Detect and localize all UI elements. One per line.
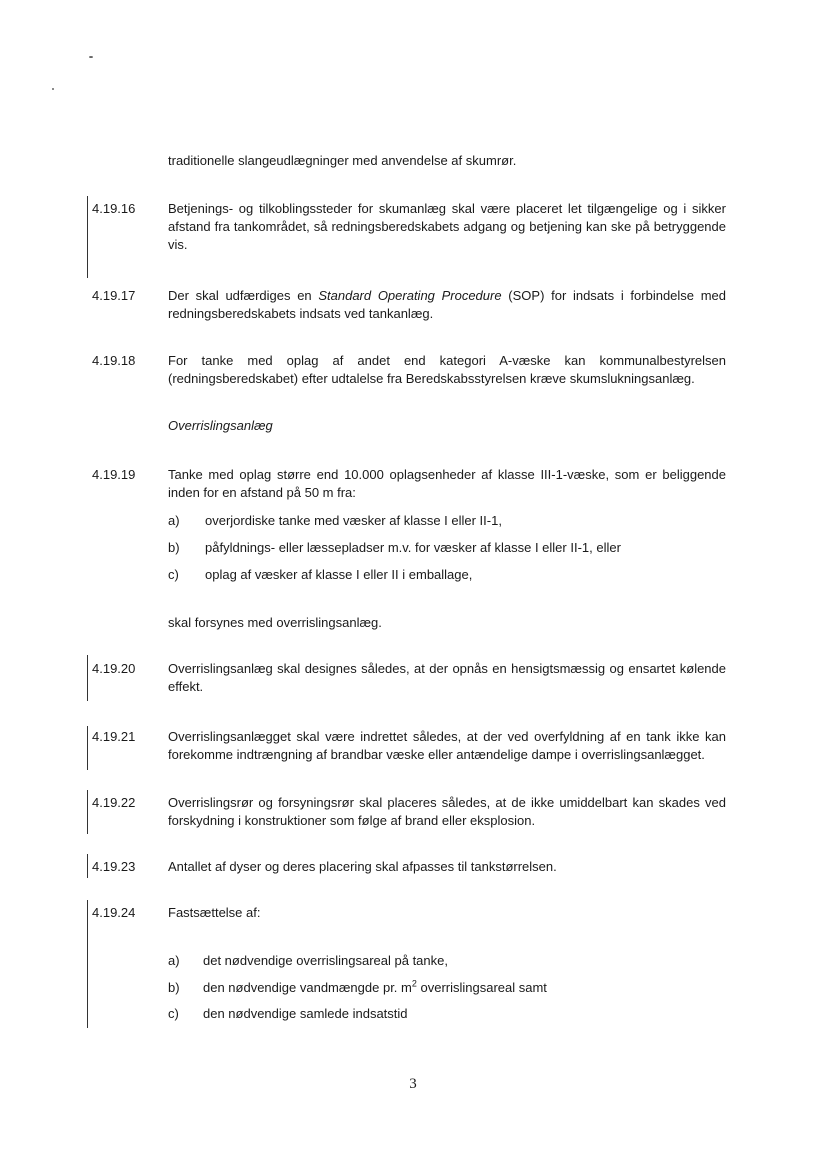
change-bar (87, 900, 88, 1028)
page-number: 3 (409, 1076, 417, 1092)
change-bar (87, 655, 88, 701)
section-closing-4-19-19: skal forsynes med overrislingsanlæg. (168, 615, 382, 630)
superscript-2: 2 (411, 978, 417, 989)
section-number-4-19-20: 4.19.20 (92, 661, 136, 676)
section-text-4-19-20: Overrislingsanlæg skal designes således, at der opnås en hensigtsmæssig og ensartet kølende effekt. (168, 661, 726, 694)
scan-speck (89, 56, 93, 58)
change-bar (87, 790, 88, 834)
scan-speck (52, 88, 54, 90)
sop-term: Standard Operating Procedure (318, 288, 502, 303)
change-bar (87, 196, 88, 278)
section-text-4-19-24: Fastsættelse af: (168, 905, 261, 920)
section-number-4-19-23: 4.19.23 (92, 859, 136, 874)
section-number-4-19-19: 4.19.19 (92, 467, 136, 482)
section-text-4-19-23: Antallet af dyser og deres placering skal afpasses til tankstørrelsen. (168, 859, 557, 874)
section-number-4-19-18: 4.19.18 (92, 353, 136, 368)
section-number-4-19-24: 4.19.24 (92, 905, 136, 920)
section-number-4-19-17: 4.19.17 (92, 288, 136, 303)
subheading-overrislingsanlaeg: Overrislingsanlæg (168, 418, 273, 433)
section-text-4-19-17: Der skal udfærdiges en Standard Operating Procedure (SOP) for indsats i forbindelse med redningsberedskabets indsats ved tankanlæg. (168, 288, 727, 321)
section-text-4-19-19: Tanke med oplag større end 10.000 oplagsenheder af klasse III-1-væske, som er beliggende inden for en afstand på 50 m fra: (168, 467, 726, 500)
document-page: traditionelle slangeudlægninger med anvendelse af skumrør. 4.19.16 Betjenings- og tilkoblingssteder for skumanlæg skal være placeret let tilgængelige og i sikker afstand fra tankområdet, så redningsberedskabets adgang og betjening kan ske på betryggende vis. 4.19.17 Der skal udfærdiges en Standard Operating Procedure (SOP) for indsats i forbindelse med redningsberedskabets indsats ved tankanlæg. 4.19.18 For tanke med oplag af andet end kategori A-væske kan kommunalbestyrelsen (redningsberedskabet) efter udtalelse fra Beredskabsstyrelsen kræve skumslukningsanlæg. Overrislingsanlæg 4.19.19 Tanke med oplag større end 10.000 oplagsenheder af klasse III-1-væske, som er beliggende inden for en afstand på 50 m fra: a) overjordiske tanke med væsker af klasse I eller II-1, b) påfyldnings- eller læssepladser m.v. for væsker af klasse I eller II-1, eller c) oplag af væsker af klasse I eller II i emballage, skal forsynes med overrislingsanlæg. 4.19.20 Overrislingsanlæg skal designes således, at der opnås en hensigtsmæssig og ensartet kølende effekt. 4.19.21 Overrislingsanlægget skal være indrettet således, at der ved overfyldning af en tank ikke kan forekomme indtrængning af brandbar væske eller antændelige dampe i overrislingsanlægget. 4.19.22 Overrislingsrør og forsyningsrør skal placeres således, at de ikke umiddelbart kan skades ved forskydning i konstruktioner som følge af brand eller eksplosion. 4.19.23 Antallet af dyser og deres placering skal afpasses til tankstørrelsen. 4.19.24 Fastsættelse af: a) det nødvendige overrislingsareal på tanke, b) den nødvendige vandmængde pr. $m^2$ overrislingsareal samt c) den nødvendige samlede indsatstid 3 (0, 0, 826, 1169)
section-text-4-19-18: For tanke med oplag af andet end kategori A-væske kan kommunalbestyrelsen (redningsberedskabet) efter udtalelse fra Beredskabsstyrelsen kræve skumslukningsanlæg. (168, 353, 726, 386)
section-number-4-19-22: 4.19.22 (92, 795, 136, 810)
change-bar (87, 854, 88, 878)
section-number-4-19-21: 4.19.21 (92, 729, 136, 744)
section-text-4-19-16: Betjenings- og tilkoblingssteder for skumanlæg skal være placeret let tilgængelige og i sikker afstand fra tankområdet, så redningsberedskabets adgang og betjening kan ske på betryggende vis. (168, 201, 726, 252)
intro-line: traditionelle slangeudlægninger med anvendelse af skumrør. (168, 153, 517, 168)
change-bar (87, 726, 88, 770)
section-text-4-19-22: Overrislingsrør og forsyningsrør skal placeres således, at de ikke umiddelbart kan skades ved forskydning i konstruktioner som følge af brand eller eksplosion. (168, 795, 726, 828)
section-number-4-19-16: 4.19.16 (92, 201, 136, 216)
section-text-4-19-21: Overrislingsanlægget skal være indrettet således, at der ved overfyldning af en tank ikke kan forekomme indtrængning af brandbar væske eller antændelige dampe i overrislingsanlægget. (168, 729, 726, 762)
